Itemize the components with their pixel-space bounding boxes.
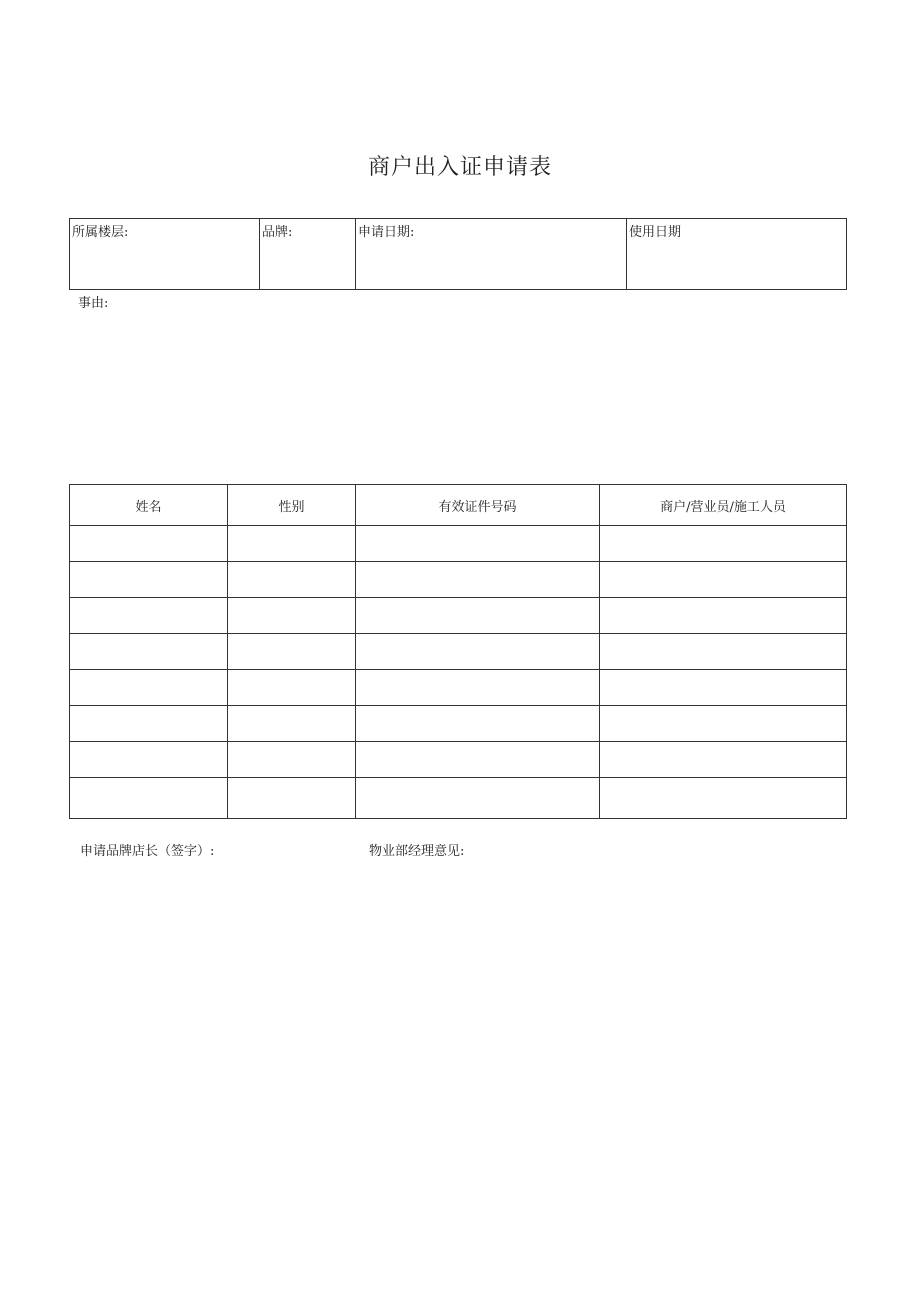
property-manager-opinion-label: 物业部经理意见: <box>369 844 465 859</box>
cell-name[interactable] <box>70 706 228 742</box>
cell-name[interactable] <box>70 562 228 598</box>
cell-id-number[interactable] <box>356 742 600 778</box>
cell-role[interactable] <box>600 598 847 634</box>
table-row <box>70 598 847 634</box>
apply-date-label: 申请日期: <box>358 225 415 240</box>
table-row <box>70 742 847 778</box>
floor-label: 所属楼层: <box>72 225 129 240</box>
table-row <box>70 670 847 706</box>
reason-label: 事由: <box>78 296 109 311</box>
cell-name[interactable] <box>70 526 228 562</box>
brand-field[interactable] <box>260 219 356 290</box>
form-title: 商户出入证申请表 <box>367 155 552 180</box>
cell-gender[interactable] <box>228 562 356 598</box>
cell-id-number[interactable] <box>356 598 600 634</box>
brand-label: 品牌: <box>262 225 293 240</box>
cell-gender[interactable] <box>228 526 356 562</box>
use-date-field[interactable] <box>627 219 847 290</box>
cell-id-number[interactable] <box>356 778 600 819</box>
table-row <box>70 526 847 562</box>
cell-id-number[interactable] <box>356 706 600 742</box>
cell-id-number[interactable] <box>356 670 600 706</box>
header-name: 姓名 <box>70 485 228 526</box>
cell-id-number[interactable] <box>356 562 600 598</box>
info-table <box>69 218 847 290</box>
table-header-row <box>70 485 847 526</box>
table-row <box>70 634 847 670</box>
cell-id-number[interactable] <box>356 634 600 670</box>
manager-signature-label: 申请品牌店长（签字）: <box>80 844 215 859</box>
header-id-number: 有效证件号码 <box>356 485 600 526</box>
cell-role[interactable] <box>600 670 847 706</box>
cell-role[interactable] <box>600 562 847 598</box>
info-row <box>70 219 847 290</box>
cell-gender[interactable] <box>228 598 356 634</box>
cell-role[interactable] <box>600 526 847 562</box>
apply-date-field[interactable] <box>356 219 627 290</box>
floor-field[interactable] <box>70 219 260 290</box>
cell-name[interactable] <box>70 598 228 634</box>
cell-role[interactable] <box>600 778 847 819</box>
cell-gender[interactable] <box>228 706 356 742</box>
header-role: 商户/营业员/施工人员 <box>600 485 847 526</box>
table-row <box>70 706 847 742</box>
cell-name[interactable] <box>70 778 228 819</box>
use-date-label: 使用日期 <box>629 225 682 240</box>
cell-name[interactable] <box>70 670 228 706</box>
cell-gender[interactable] <box>228 634 356 670</box>
table-row <box>70 778 847 819</box>
cell-name[interactable] <box>70 742 228 778</box>
personnel-table <box>69 484 847 819</box>
cell-role[interactable] <box>600 706 847 742</box>
cell-gender[interactable] <box>228 778 356 819</box>
cell-name[interactable] <box>70 634 228 670</box>
table-row <box>70 562 847 598</box>
cell-role[interactable] <box>600 742 847 778</box>
cell-gender[interactable] <box>228 670 356 706</box>
cell-id-number[interactable] <box>356 526 600 562</box>
cell-role[interactable] <box>600 634 847 670</box>
cell-gender[interactable] <box>228 742 356 778</box>
header-gender: 性别 <box>228 485 356 526</box>
